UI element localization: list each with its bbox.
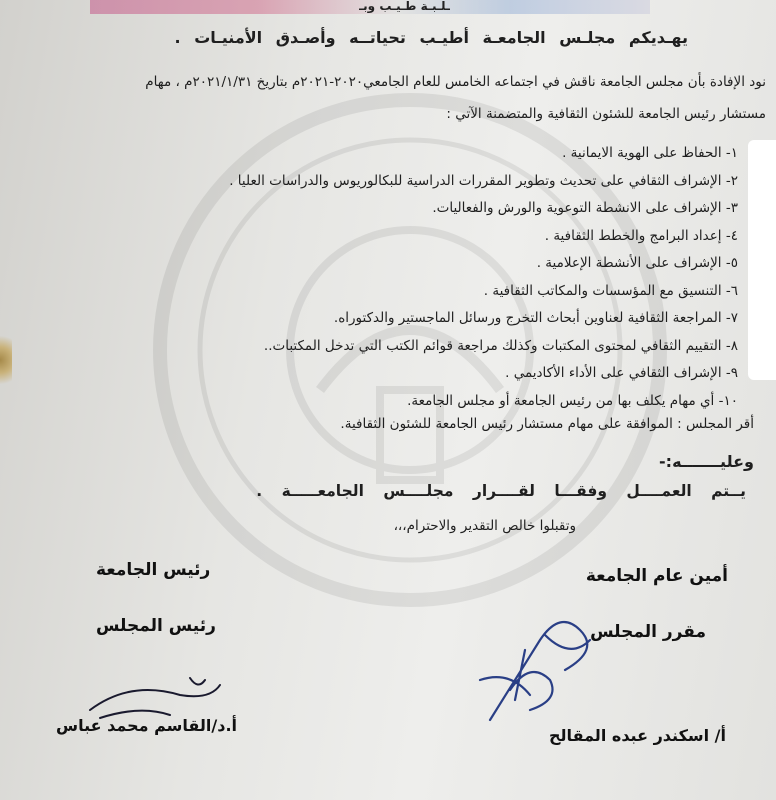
intro-paragraph-continued: مستشار رئيس الجامعة للشئون الثقافية والمتضمنة الآتي :: [446, 106, 766, 122]
greeting-line: يهـديكم مجلـس الجامعـة أطيـب تحياتــه وأصـدق الأمنيـات .: [174, 28, 688, 47]
secretary-general-title: أمين عام الجامعة: [585, 566, 728, 586]
therefore-heading: وعليـــــــه:-: [659, 452, 754, 471]
header-snippet: ـلـبـة طـيـب وبـ: [359, 0, 450, 13]
council-rapporteur-title: مقرر المجلس: [590, 622, 706, 642]
list-item: ٩- الإشراف الثقافي على الأداء الأكاديمي .: [505, 365, 738, 381]
list-item: ٢- الإشراف الثقافي على تحديث وتطوير المقررات الدراسية للبكالوريوس والدراسات العليا .: [229, 172, 738, 189]
closing-line: وتقبلوا خالص التقدير والاحترام،،،: [393, 518, 576, 534]
list-item: ٨- التقييم الثقافي لمحتوى المكتبات وكذلك مراجعة قوائم الكتب التي تدخل المكتبات..: [263, 337, 738, 354]
execution-line: يــتم العمــــل وفقـــا لقــــرار مجلــــس الجامعـــــة .: [256, 482, 746, 500]
list-item: ٤- إعداد البرامج والخطط الثقافية .: [544, 227, 738, 244]
list-item: ٧- المراجعة الثقافية لعناوين أبحاث التخرج ورسائل الماجستير والدكتوراه.: [333, 310, 738, 326]
list-item: ١٠- أي مهام يكلف بها من رئيس الجامعة أو مجلس الجامعة.: [407, 392, 738, 409]
rapporteur-signature: [470, 600, 610, 730]
list-item: ٣- الإشراف على الانشطة التوعوية والورش والفعاليات.: [432, 200, 738, 216]
list-item: ٥- الإشراف على الأنشطة الإعلامية .: [536, 255, 738, 271]
intro-paragraph: نود الإفادة بأن مجلس الجامعة ناقش في اجتماعه الخامس للعام الجامعي٢٠٢٠-٢٠٢١م بتاريخ ٢٠٢١/١/٣١م ، مهام: [145, 74, 766, 90]
president-name: أ.د/القاسم محمد عباس: [56, 716, 238, 735]
rapporteur-name: أ/ اسكندر عبده المقالح: [549, 726, 726, 745]
binding-shadow: [0, 330, 12, 390]
council-president-title: رئيس المجلس: [96, 616, 216, 636]
paper-edge-highlight: [748, 140, 776, 380]
council-decision: أقر المجلس : الموافقة على مهام مستشار رئيس الجامعة للشئون الثقافية.: [340, 416, 754, 432]
list-item: ١- الحفاظ على الهوية الايمانية .: [562, 145, 738, 161]
list-item: ٦- التنسيق مع المؤسسات والمكاتب الثقافية .: [483, 282, 738, 299]
university-president-title: رئيس الجامعة: [96, 560, 211, 580]
duties-list: [38, 140, 738, 415]
